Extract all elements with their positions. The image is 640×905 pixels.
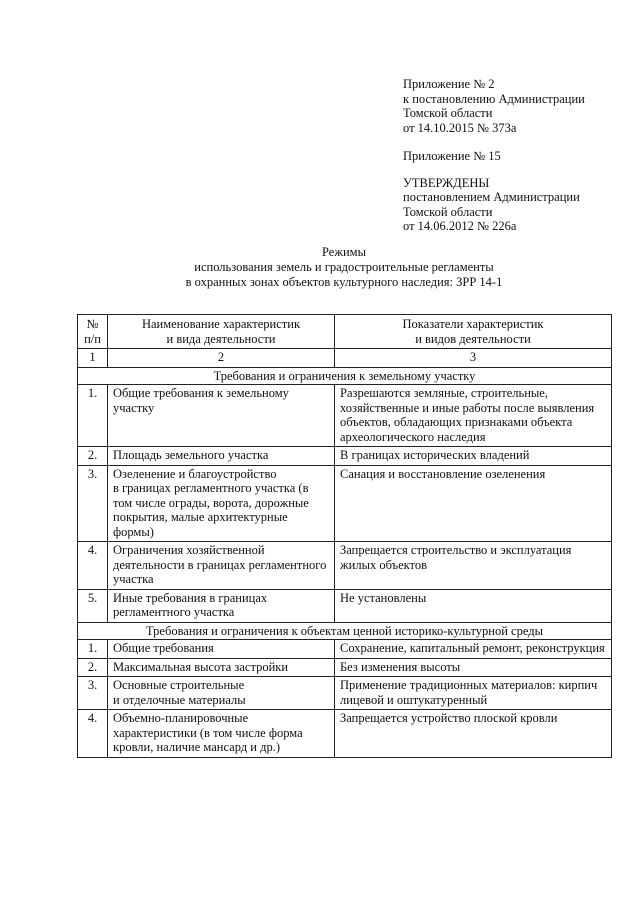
column-number: 2 [108,349,335,368]
row-value: Сохранение, капитальный ремонт, реконструкция [335,640,612,659]
table-row [78,677,612,710]
title-heading: Режимы [322,245,366,259]
annex-line: Томской области [403,204,493,219]
table-row [78,447,612,466]
row-name: Основные строительные и отделочные материалы [108,677,335,710]
row-number: 5. [78,589,108,622]
section-header-row [78,622,612,640]
table-row [78,465,612,542]
row-number: 2. [78,447,108,466]
header-name: Наименование характеристик и вида деятельности [108,315,335,349]
column-number-row [78,349,612,368]
row-number: 2. [78,658,108,677]
row-name: Максимальная высота застройки [108,658,335,677]
annex-line: к постановлению Администрации [403,91,585,106]
header-number: № п/п [78,315,108,349]
document-title [78,245,610,290]
row-name: Ограничения хозяйственной деятельности в границах регламентного участка [108,542,335,590]
row-number: 1. [78,385,108,447]
row-value: Не установлены [335,589,612,622]
regulations-table [77,314,612,758]
row-number: 4. [78,542,108,590]
annex-line: Приложение № 15 [403,149,501,163]
header-value: Показатели характеристик и видов деятельности [335,315,612,349]
annex-line: от 14.10.2015 № 373а [403,120,517,135]
row-name: Иные требования в границах регламентного участка [108,589,335,622]
section-header-row [78,367,612,385]
row-number: 4. [78,710,108,758]
section-title: Требования и ограничения к земельному участку [78,367,612,385]
row-number: 3. [78,677,108,710]
table-row [78,640,612,659]
row-name: Площадь земельного участка [108,447,335,466]
table-row [78,658,612,677]
title-line: использования земель и градостроительные регламенты [194,260,494,274]
table-row [78,385,612,447]
table-row [78,710,612,758]
annex-block [403,77,585,234]
row-value: Применение традиционных материалов: кирпич лицевой и оштукатуренный [335,677,612,710]
column-number: 3 [335,349,612,368]
row-value: Разрешаются земляные, строительные, хозяйственные и иные работы после выявления объектов, обладающих признаками объекта археологического наследия [335,385,612,447]
table-header-row [78,315,612,349]
row-name: Общие требования [108,640,335,659]
row-name: Озеленение и благоустройство в границах регламентного участка (в том числе ограды, ворота, дорожные покрытия, малые архитектурные формы) [108,465,335,542]
row-value: В границах исторических владений [335,447,612,466]
row-value: Запрещается строительство и эксплуатация жилых объектов [335,542,612,590]
row-value: Санация и восстановление озеленения [335,465,612,542]
annex-line: Томской области [403,106,493,120]
row-value: Запрещается устройство плоской кровли [335,710,612,758]
row-name: Объемно-планировочные характеристики (в том числе форма кровли, наличие мансард и др.) [108,710,335,758]
column-number: 1 [78,349,108,368]
row-value: Без изменения высоты [335,658,612,677]
row-name: Общие требования к земельному участку [108,385,335,447]
table-row [78,542,612,590]
row-number: 3. [78,465,108,542]
section-title: Требования и ограничения к объектам ценной историко-культурной среды [78,622,612,640]
annex-line: УТВЕРЖДЕНЫ [403,175,490,190]
annex-line: от 14.06.2012 № 226а [403,219,517,233]
row-number: 1. [78,640,108,659]
title-line: в охранных зонах объектов культурного наследия: ЗРР 14-1 [185,275,503,289]
annex-line: постановлением Администрации [403,190,580,204]
table-row [78,589,612,622]
annex-line: Приложение № 2 [403,77,495,91]
